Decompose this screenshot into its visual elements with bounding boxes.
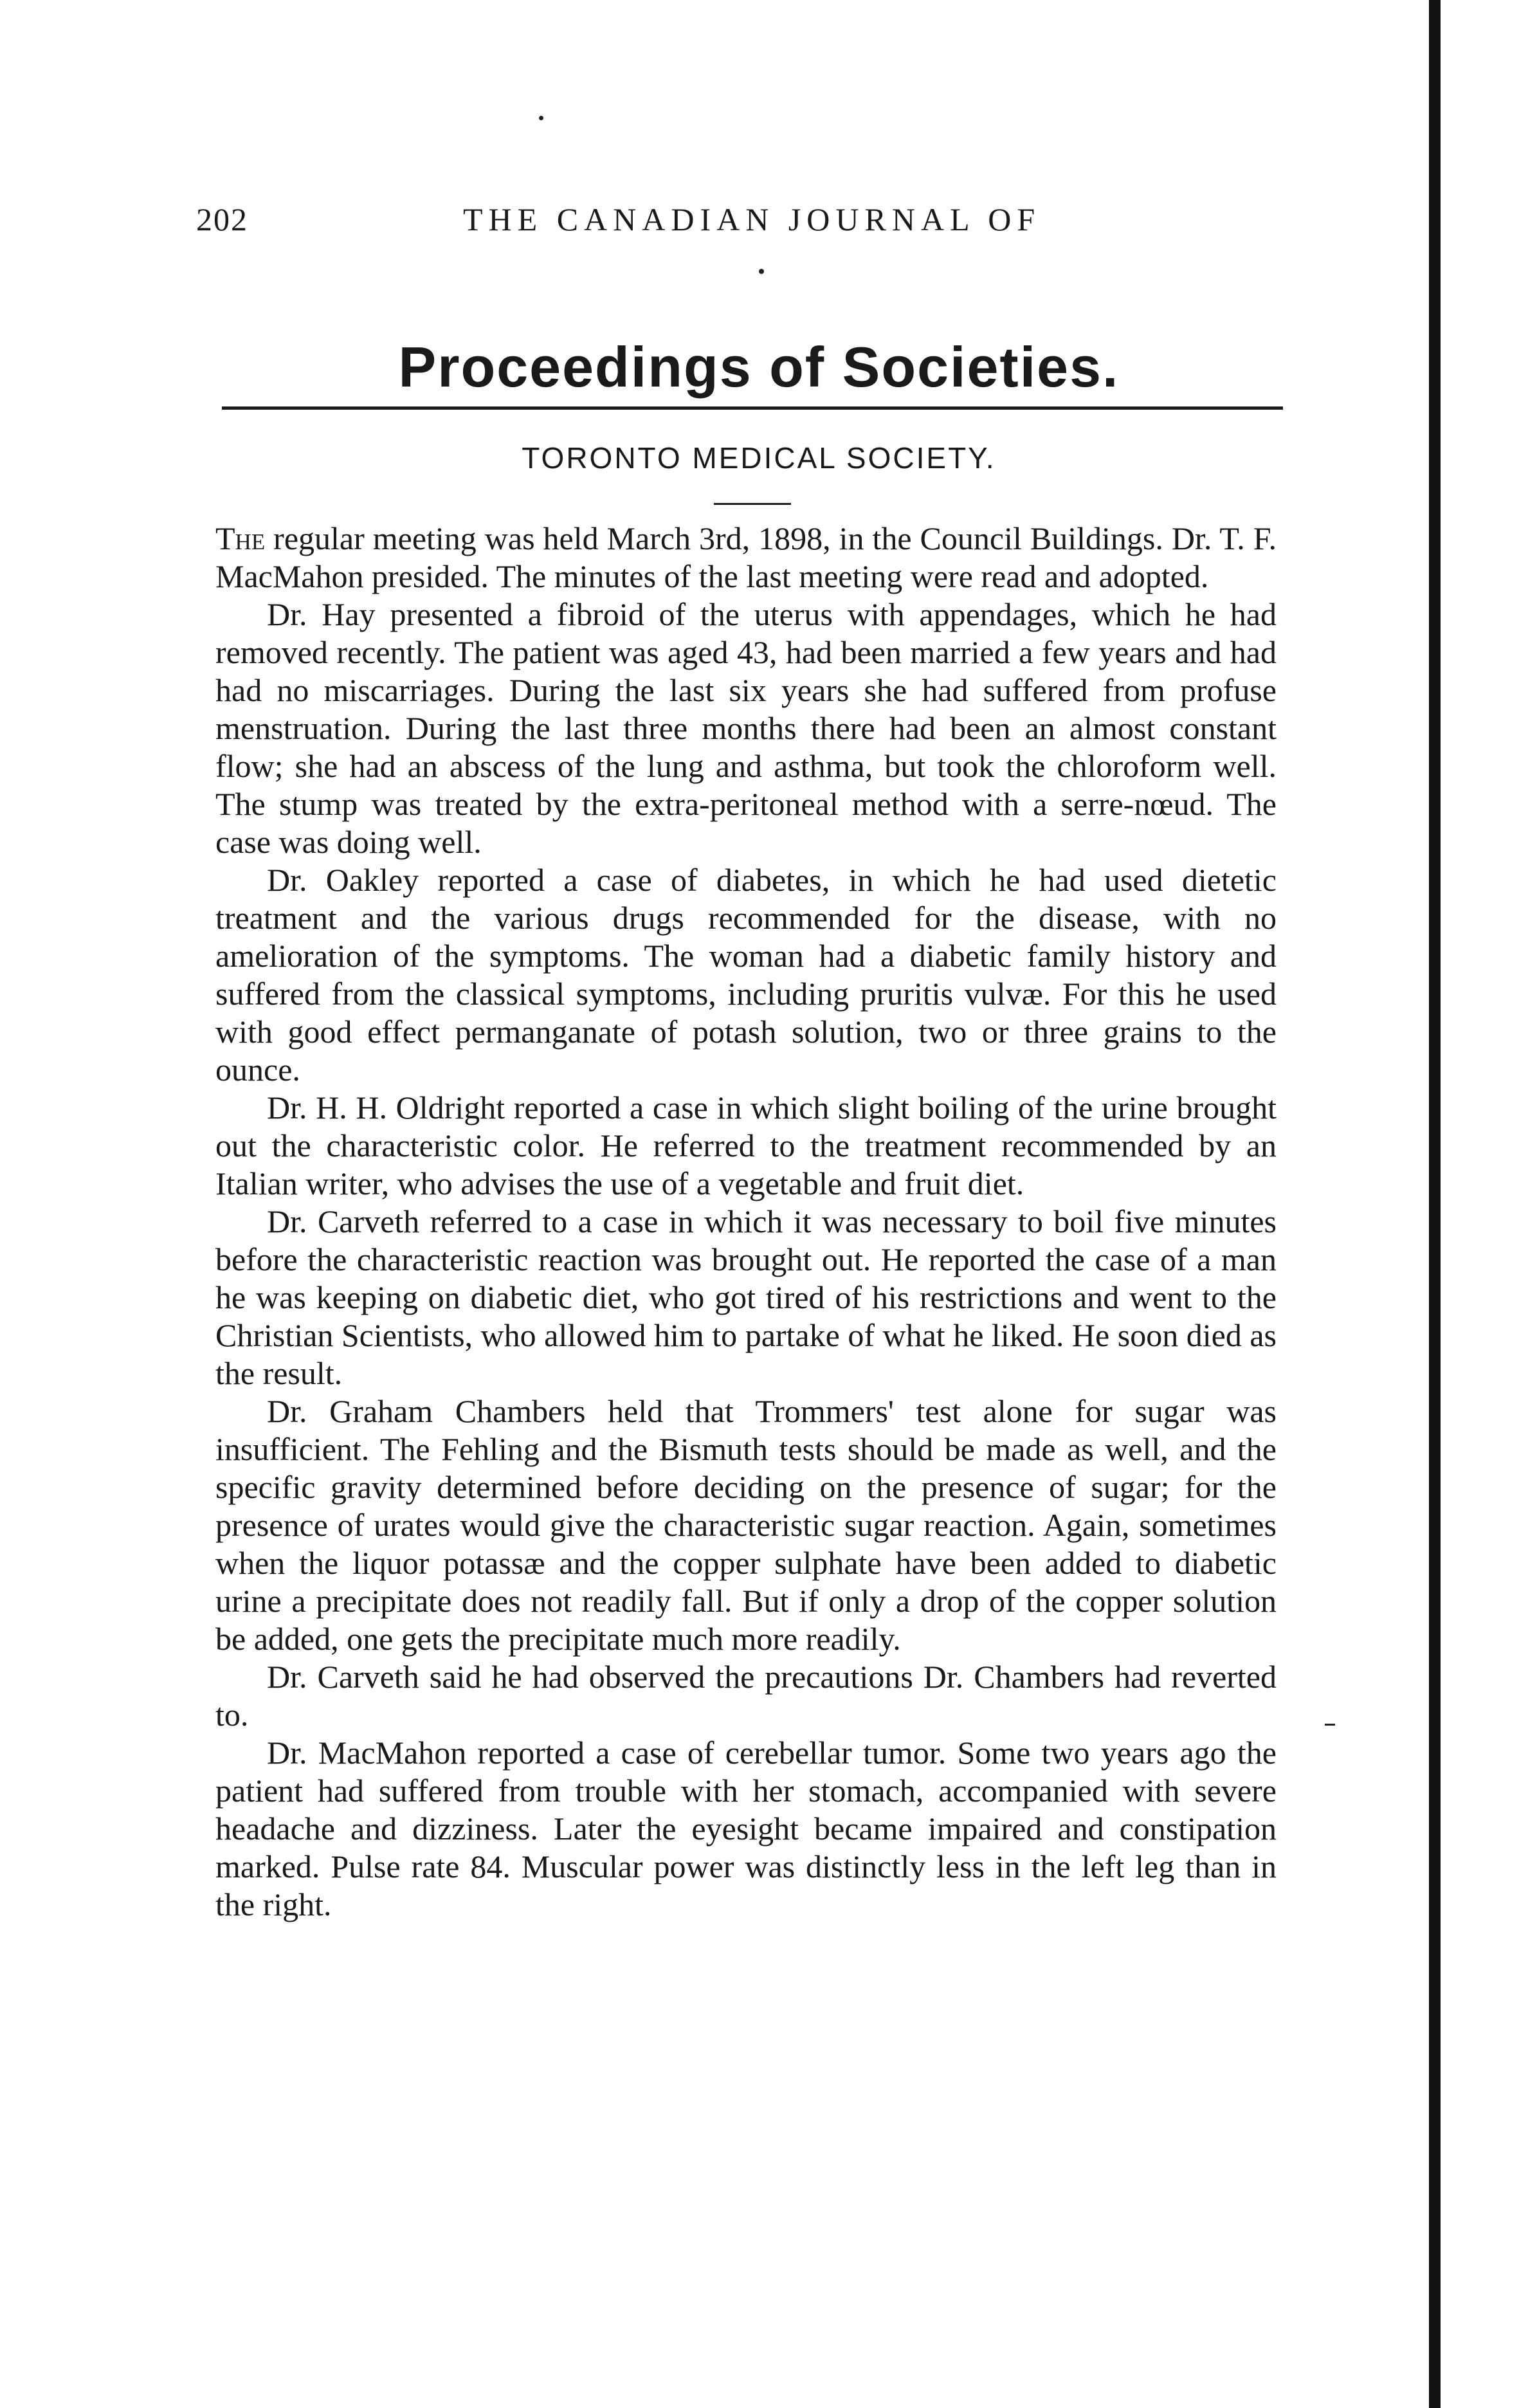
ink-speck [1325,1724,1335,1726]
paragraph [215,520,1277,596]
paragraph: Dr. MacMahon reported a case of cerebellar tumor. Some two years ago the patient had suffered from trouble with her stomach, accompanied with severe headache and dizziness. Later the eyesight became impaired and constipation marked. Pulse rate 84. Muscular power was distinctly less in the left leg than in the right. [215,1735,1277,1922]
paragraph: Dr. Carveth said he had observed the precautions Dr. Chambers had reverted to. [215,1659,1277,1733]
heading-rule [714,503,791,505]
society-heading: TORONTO MEDICAL SOCIETY. [522,441,996,475]
page-number: 202 [196,201,248,237]
article-body [215,520,1277,1924]
ink-speck [759,269,764,274]
paragraph-lead: The [215,520,266,556]
section-title: Proceedings of Societies. [398,335,1120,399]
paragraph: Dr. Carveth referred to a case in which it was necessary to boil five minutes before the characteristic reaction was brought out. He reported the case of a man he was keeping on diabetic diet, who got tired of his restrictions and went to the Christian Scientists, who allowed him to partake of what he liked. He soon died as the result. [215,1203,1277,1391]
paragraph: Dr. Oakley reported a case of diabetes, in which he had used dietetic treatment and the various drugs recommended for the disease, with no amelioration of the symptoms. The woman had a diabetic family history and suffered from the classical symptoms, including pruritis vulvæ. For this he used with good effect permanganate of potash solution, two or three grains to the ounce. [215,862,1277,1088]
title-rule [222,406,1283,410]
paragraph-text: regular meeting was held March 3rd, 1898, in the Council Buildings. Dr. T. F. MacMahon presided. The minutes of the last meeting were read and adopted. [215,520,1277,594]
running-head: THE CANADIAN JOURNAL OF [463,201,1041,237]
paragraph: Dr. Hay presented a fibroid of the uterus with appendages, which he had removed recently. The patient was aged 43, had been married a few years and had had no miscarriages. During the last six years she had suffered from profuse menstruation. During the last three months there had been an almost constant flow; she had an abscess of the lung and asthma, but took the chloroform well. The stump was treated by the extra-peritoneal method with a serre-nœud. The case was doing well. [215,596,1277,860]
ink-speck [539,116,543,120]
paragraph: Dr. Graham Chambers held that Trommers' test alone for sugar was insufficient. The Fehling and the Bismuth tests should be made as well, and the specific gravity determined before deciding on the presence of sugar; for the presence of urates would give the characteristic sugar reaction. Again, sometimes when the liquor potassæ and the copper sulphate have been added to diabetic urine a precipitate does not readily fall. But if only a drop of the copper solution be added, one gets the precipitate much more readily. [215,1393,1277,1657]
paragraph: Dr. H. H. Oldright reported a case in which slight boiling of the urine brought out the characteristic color. He referred to the treatment recommended by an Italian writer, who advises the use of a vegetable and fruit diet. [215,1090,1277,1201]
scan-edge-bar [1429,0,1441,2408]
